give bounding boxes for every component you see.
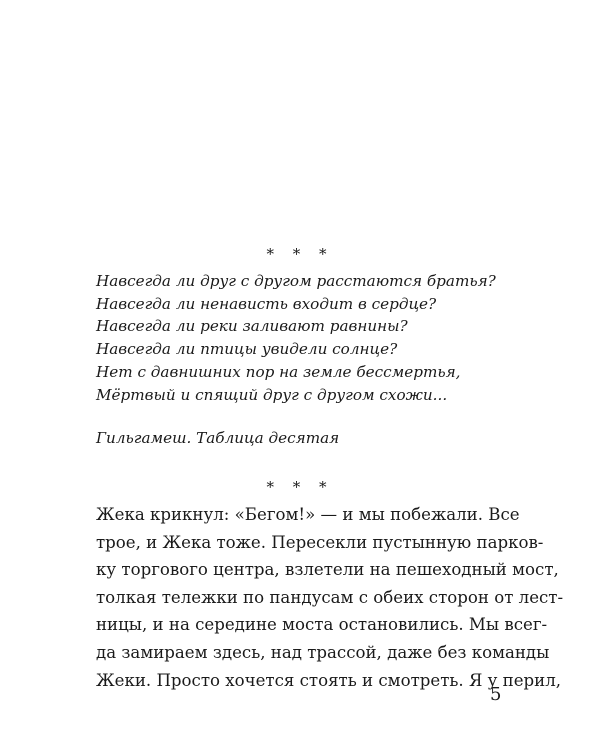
poem-line: Навсегда ли реки заливают равнины?	[96, 317, 408, 336]
prose-paragraph	[96, 501, 564, 694]
poem-line: Навсегда ли ненависть входит в сердце?	[96, 294, 437, 313]
poem-line: Навсегда ли друг с другом расстаются братья?	[96, 272, 496, 290]
page-number: 5	[490, 684, 502, 705]
poem-line: Нет с давнишних пор на земле бессмертья,	[96, 362, 461, 381]
prose-line: да замираем здесь, над трассой, даже без команды	[96, 642, 550, 662]
section-separator-bottom: * * *	[266, 478, 334, 496]
poem-line: Мёртвый и спящий друг с другом схожи...	[96, 385, 448, 404]
prose-line: Жеки. Просто хочется стоять и смотреть. Я у перил,	[96, 670, 562, 690]
prose-line: толкая тележки по пандусам с обеих сторон от лест-	[96, 587, 564, 607]
epigraph-poem	[96, 270, 536, 406]
poem-line: Навсегда ли птицы увидели солнце?	[96, 340, 398, 359]
prose-line: Жека крикнул: «Бегом!» — и мы побежали. Все	[96, 505, 520, 524]
section-separator-top: * * *	[266, 245, 334, 263]
epigraph-attribution: Гильгамеш. Таблица десятая	[96, 429, 340, 447]
prose-line: ку торгового центра, взлетели на пешеходный мост,	[96, 560, 559, 580]
prose-line: трое, и Жека тоже. Пересекли пустынную парков-	[96, 532, 544, 552]
prose-line: ницы, и на середине моста остановились. Мы всег-	[96, 615, 548, 635]
